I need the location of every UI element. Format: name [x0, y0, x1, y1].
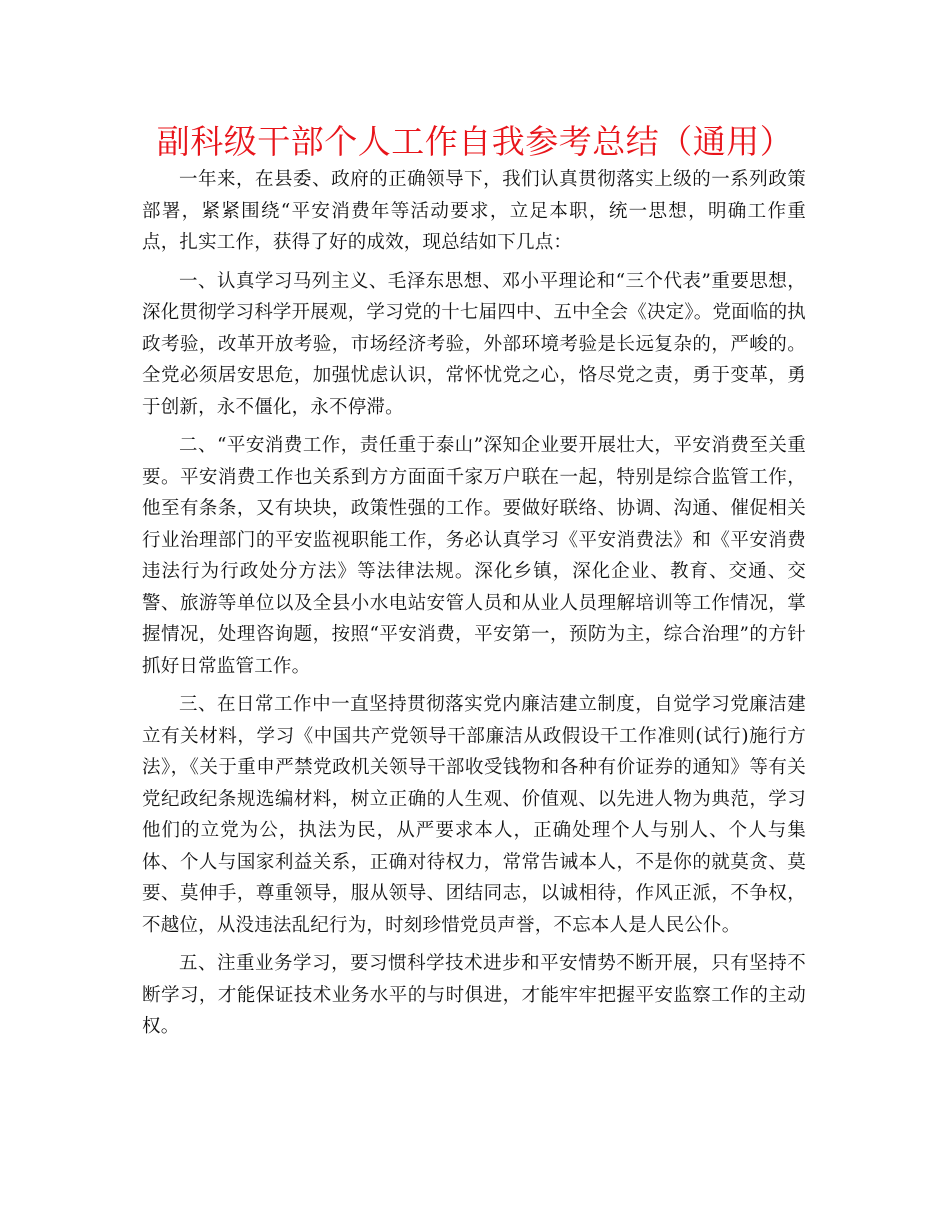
document-title: 副科级干部个人工作自我参考总结（通用）: [156, 122, 794, 161]
paragraph-section-3: 三、在日常工作中一直坚持贯彻落实党内廉洁建立制度，自觉学习党廉洁建立有关材料，学习《中国共产党领导干部廉洁从政假设干工作准则(试行)施行方法》，《关于重申严禁党政机关领导干部收受钱物和各种有价证券的通知》等有关党纪政纪条规选编材料，树立正确的人生观、价值观、以先进人物为典范，学习他们的立党为公，执法为民，从严要求本人，正确处理个人与别人、个人与集体、个人与国家利益关系，正确对待权力，常常告诫本人，不是你的就莫贪、莫要、莫伸手，尊重领导，服从领导、团结同志，以诚相待，作风正派，不争权，不越位，从没违法乱纪行为，时刻珍惜党员声誉，不忘本人是人民公仆。: [142, 694, 806, 936]
paragraph-intro: 一年来，在县委、政府的正确领导下，我们认真贯彻落实上级的一系列政策部署，紧紧围绕“平安消费年等活动要求，立足本职，统一思想，明确工作重点，扎实工作，获得了好的成效，现总结如下几点：: [142, 169, 806, 253]
paragraph-section-1: 一、认真学习马列主义、毛泽东思想、邓小平理论和“三个代表”重要思想，深化贯彻学习科学开展观，学习党的十七届四中、五中全会《决定》。党面临的执政考验，改革开放考验，市场经济考验，外部环境考验是长远复杂的，严峻的。全党必须居安思危，加强忧虑认识，常怀忧党之心，恪尽党之责，勇于变革，勇于创新，永不僵化，永不停滞。: [142, 270, 806, 418]
document-body: [142, 164, 806, 1050]
paragraph-section-5: 五、注重业务学习，要习惯科学技术进步和平安情势不断开展，只有坚持不断学习，才能保证技术业务水平的与时俱进，才能牢牢把握平安监察工作的主动权。: [142, 953, 806, 1037]
paragraph-section-2: 二、“平安消费工作，责任重于泰山”深知企业要开展壮大，平安消费至关重要。平安消费工作也关系到方方面面千家万户联在一起，特别是综合监管工作，他至有条条，又有块块，政策性强的工作。要做好联络、协调、沟通、催促相关行业治理部门的平安监视职能工作，务必认真学习《平安消费法》和《平安消费违法行为行政处分方法》等法律法规。深化乡镇，深化企业、教育、交通、交警、旅游等单位以及全县小水电站安管人员和从业人员理解培训等工作情况，掌握情况，处理咨询题，按照“平安消费，平安第一，预防为主，综合治理”的方针抓好日常监管工作。: [142, 435, 806, 677]
